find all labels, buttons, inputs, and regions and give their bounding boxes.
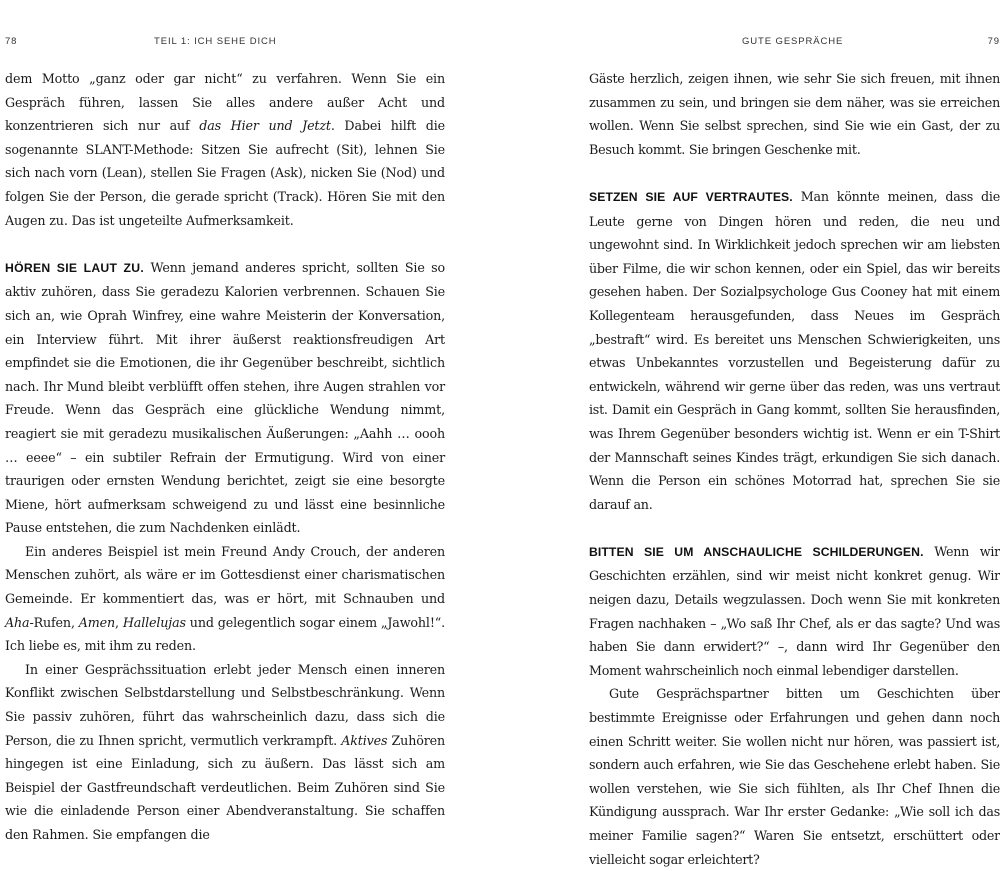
right-page [589, 0, 1000, 867]
text-run: Man könnte meinen, dass die Leute gerne von Dingen hören und reden, die neu und ungewohnt sind. In Wirklichkeit jedoch sprechen wir am liebsten über Filme, die wir schon kennen, oder ein Spiel, das wir bereits gesehen haben. Der Sozialpsychologe Gus Cooney hat mit einem Kollegenteam herausgefunden, dass Neues im Gespräch „bestraft“ wird. Es bereitet uns Menschen Schwierigkeiten, uns etwas Unbekanntes vorzustellen und Begeisterung dafür zu entwickeln, während wir gerne über das reden, was uns vertraut ist. Damit ein Gespräch in Gang kommt, sollten Sie herausfinden, was Ihrem Gegenüber besonders wichtig ist. Wenn er ein T-Shirt der Mannschaft seines Kindes trägt, erkundigen Sie sich danach. Wenn die Person ein schönes Motorrad hat, sprechen Sie sie darauf an. [589, 188, 1000, 512]
section-heading: SETZEN SIE AUF VERTRAUTES. [589, 189, 793, 204]
page-number-right: 79 [987, 36, 1000, 47]
text-run: Ein anderes Beispiel ist mein Freund Andy Crouch, der anderen Menschen zuhört, als wäre er im Gottesdienst einer charismatischen Gemeinde. Er kommentiert das, was er hört, mit Schnauben und [5, 543, 445, 607]
left-page-header [5, 36, 445, 50]
italic-text: Aktives [341, 732, 388, 748]
page-number-left: 78 [5, 36, 18, 47]
text-run: Gäste herzlich, zeigen ihnen, wie sehr Sie sich freuen, mit ihnen zusammen zu sein, und bringen sie dem näher, was sie erreichen wollen. Wenn Sie selbst sprechen, sind Sie wie ein Gast, der zu Besuch kommt. Sie bringen Geschenke mit. [589, 71, 1000, 157]
italic-text: Amen [78, 614, 116, 630]
left-page-body [5, 67, 445, 847]
text-run: und gelegentlich sogar einem „Jawohl!“. Ich liebe es, mit ihm zu reden. [5, 614, 445, 654]
paragraph [5, 67, 445, 232]
right-page-body [589, 67, 1000, 871]
text-run: Wenn jemand anderes spricht, sollten Sie so aktiv zuhören, dass Sie geradezu Kalorien verbrennen. Schauen Sie sich an, wie Oprah Winfrey, eine wahre Meisterin der Konversation, ein Interview führt. Mit ihrer äußerst reaktionsfreudigen Art empfindet sie die Emotionen, die ihr Gegenüber beschreibt, sichtlich nach. Ihr Mund bleibt verblüfft offen stehen, ihre Augen strahlen vor Freude. Wenn das Gespräch eine glückliche Wendung nimmt, reagiert sie mit geradezu musikalischen Äußerungen: „Aahh … oooh … eeee“ – ein subtiler Refrain der Ermutigung. Wird von einer traurigen oder ernsten Wendung berichtet, zeigt sie eine besorgte Miene, hört aufmerksam schweigend zu und lässt eine besinnliche Pause entstehen, die zum Nachdenken einlädt. [5, 259, 445, 536]
italic-text: das Hier und Jetzt [199, 118, 331, 134]
text-run: Zuhören hingegen ist eine Einladung, sich zu äußern. Das lässt sich am Beispiel der Gastfreundschaft verdeutlichen. Beim Zuhören sind Sie wie die einladende Person einer Abendveranstaltung. Sie schaffen den Rahmen. Sie empfangen die [5, 732, 446, 842]
paragraph [5, 540, 445, 658]
italic-text: Hallelujas [122, 614, 186, 630]
text-run: dem Motto „ganz oder gar nicht“ zu verfahren. Wenn Sie ein Gespräch führen, lassen Sie alles andere außer Acht und konzentrieren sich nur auf [5, 71, 445, 134]
running-head-left: TEIL 1: ICH SEHE DICH [154, 36, 277, 47]
text-run: Gute Gesprächspartner bitten um Geschichten über bestimmte Ereignisse oder Erfahrungen und gehen dann noch einen Schritt weiter. Sie wollen nicht nur hören, was passiert ist, sondern auch erfahren, wie Sie das Geschehene erlebt haben. Sie wollen verstehen, wie Sie sich fühlten, als Ihr Chef Ihnen die Kündigung aussprach. War Ihr erster Gedanke: „Wie soll ich das meiner Familie sagen?“ Waren Sie entsetzt, erschüttert oder vielleicht sogar erleichtert? [589, 686, 1000, 867]
left-page [5, 0, 446, 842]
running-head-right: GUTE GESPRÄCHE [742, 36, 844, 47]
paragraph [589, 682, 1000, 871]
text-run: , [115, 614, 123, 630]
paragraph [5, 658, 445, 847]
text-run: . Dabei hilft die sogenannte SLANT-Methode: Sitzen Sie aufrecht (Sit), lehnen Sie sich nach vorn (Lean), stellen Sie Fragen (Ask), nicken Sie (Nod) und folgen Sie der Person, die gerade spricht (Track). Hören Sie mit den Augen zu. Das ist ungeteilte Aufmerksamkeit. [5, 118, 446, 228]
text-run: Wenn wir Geschichten erzählen, sind wir meist nicht konkret genug. Wir neigen dazu, Details wegzulassen. Doch wenn Sie mit konkreten Fragen nachhaken – „Wo saß Ihr Chef, als er das sagte? Und was haben Sie dann erwidert?“ –, dann wird Ihr Gegenüber den Moment wahrscheinlich noch einmal lebendiger darstellen. [589, 543, 1000, 678]
paragraph [589, 185, 1000, 516]
section-heading: HÖREN SIE LAUT ZU. [5, 260, 145, 275]
text-run: In einer Gesprächssituation erlebt jeder Mensch einen inneren Konflikt zwischen Selbstdarstellung und Selbstbeschränkung. Wenn Sie passiv zuhören, führt das wahrscheinlich dazu, dass sich die Person, die zu Ihnen spricht, vermutlich verkrampft. [5, 661, 445, 748]
text-run: -Rufen, [29, 614, 79, 630]
paragraph [5, 256, 445, 540]
section-heading: BITTEN SIE UM ANSCHAULICHE SCHILDERUNGEN. [589, 544, 924, 559]
paragraph [589, 67, 1000, 161]
right-page-header [589, 36, 1000, 50]
paragraph [589, 540, 1000, 683]
italic-text: Aha [5, 614, 30, 630]
